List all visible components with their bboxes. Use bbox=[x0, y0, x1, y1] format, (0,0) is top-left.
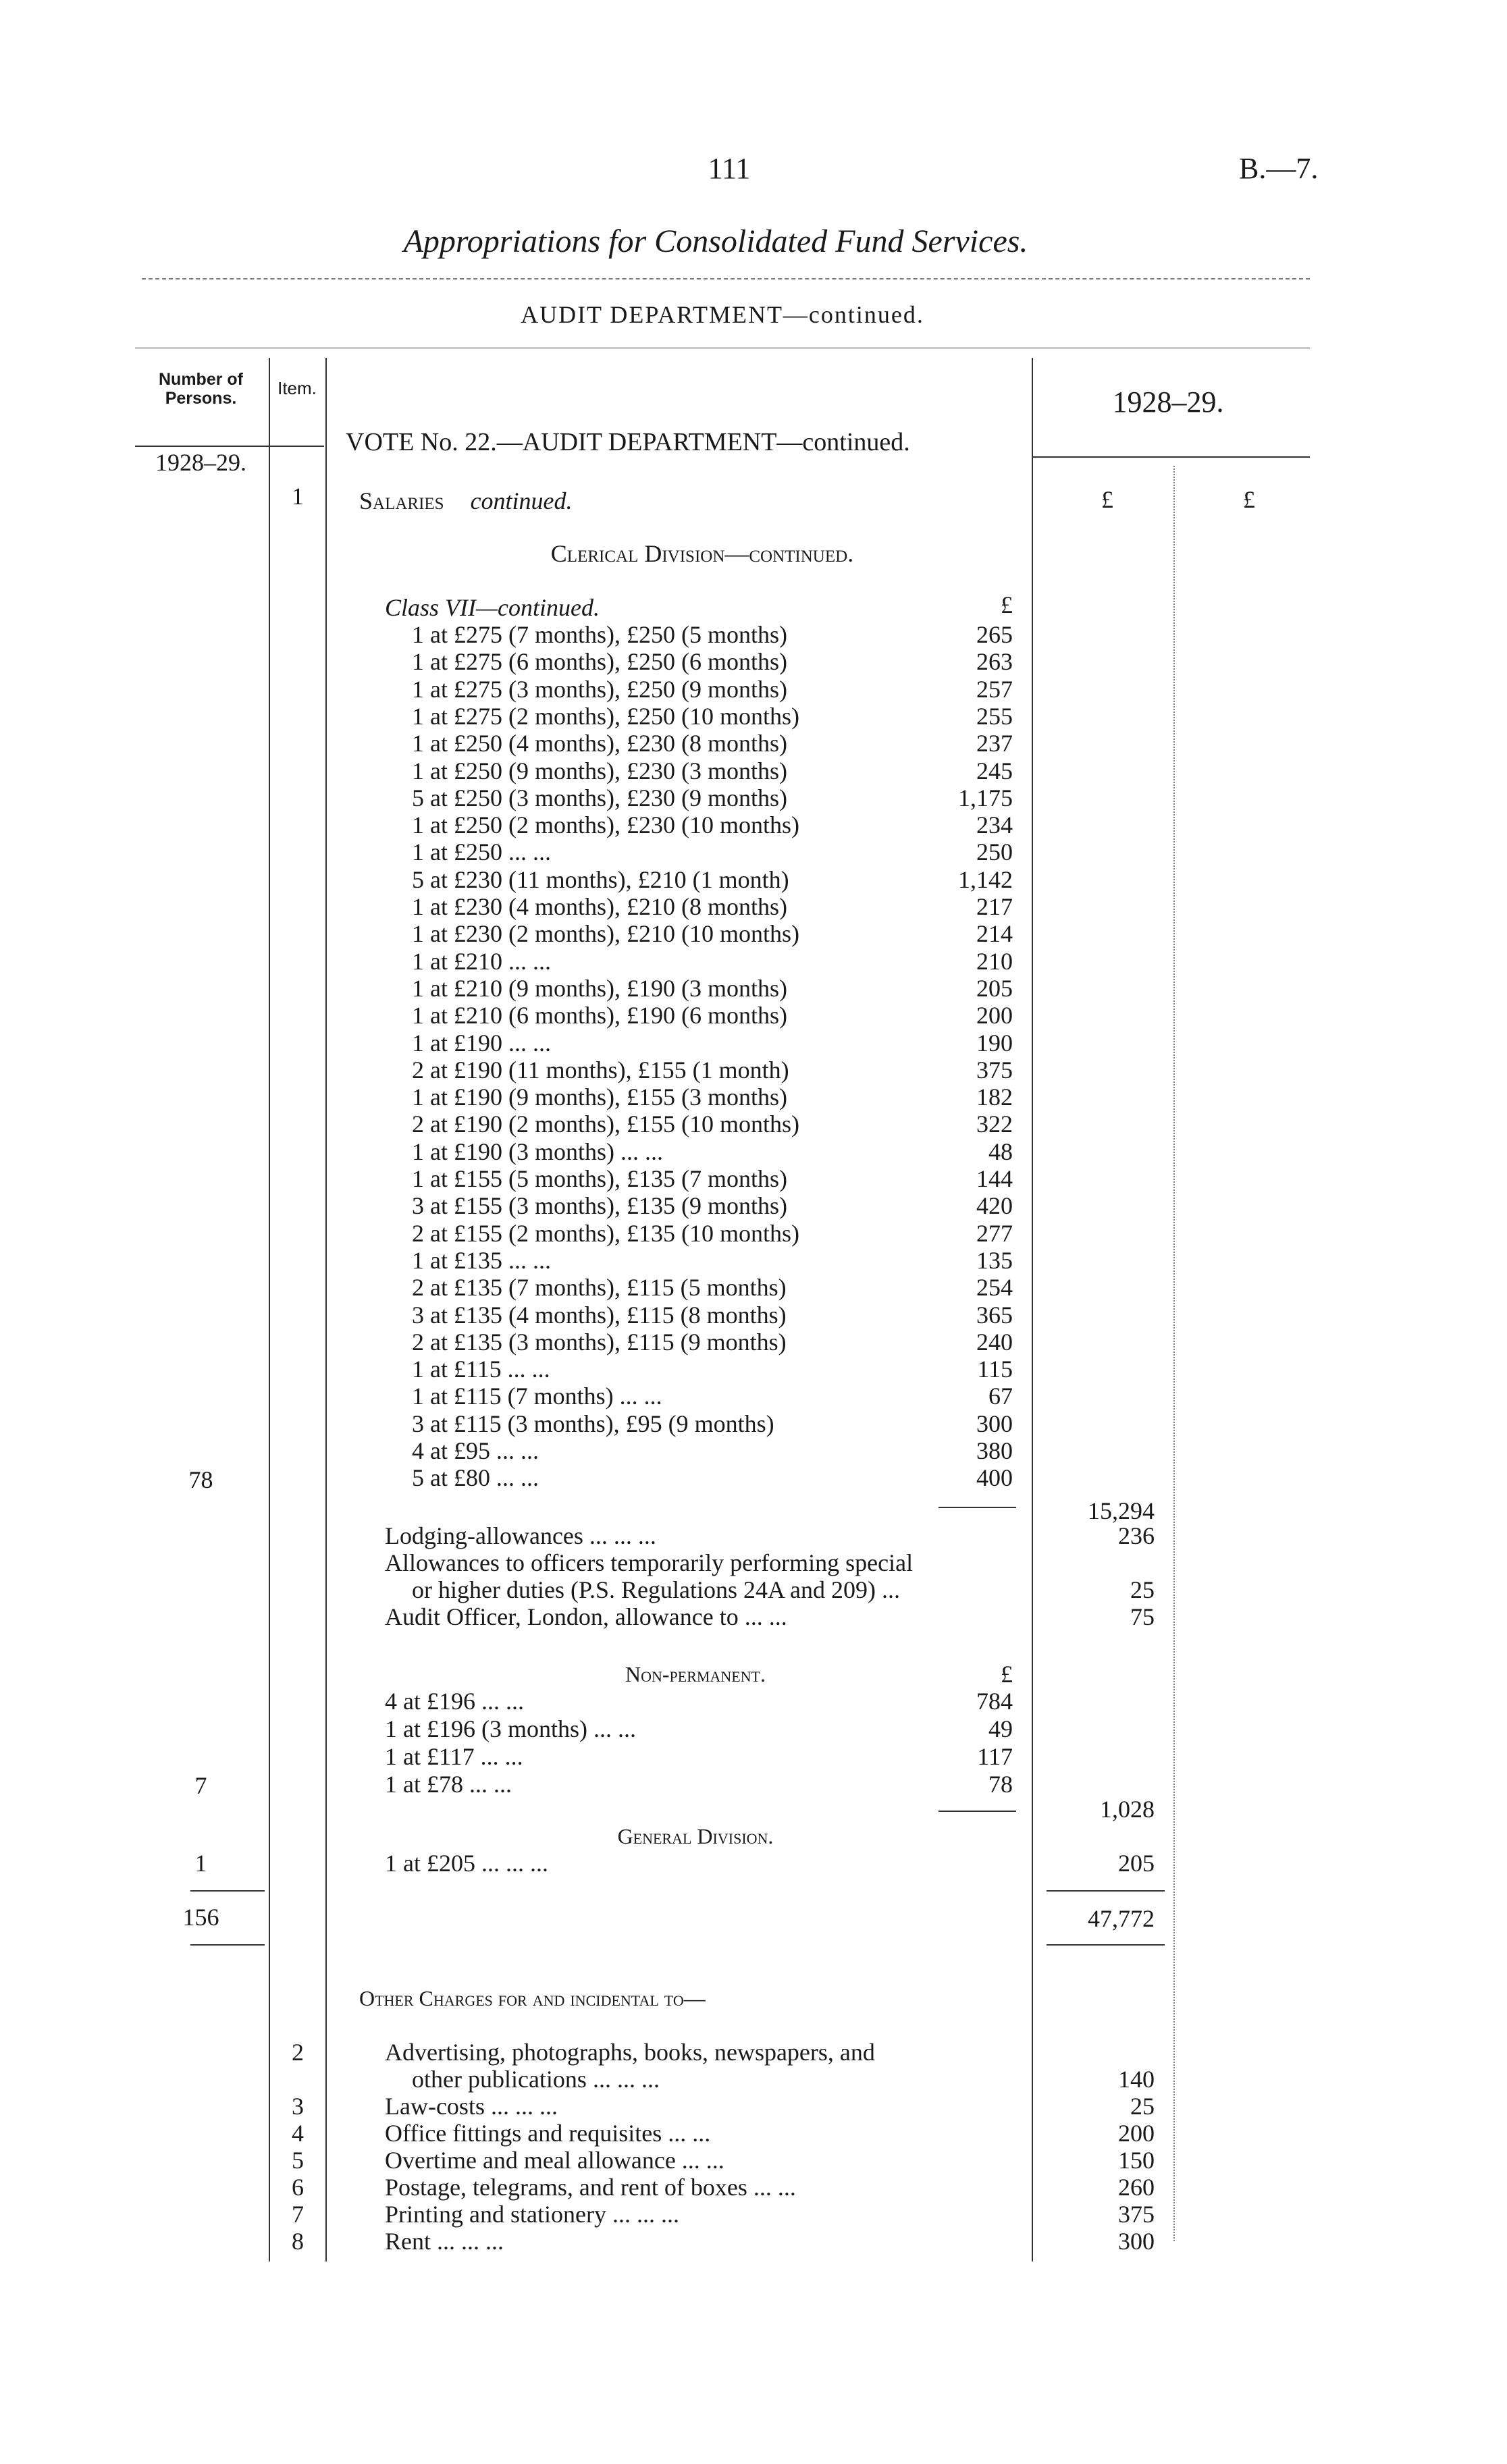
clerical-heading: Clerical Division—continued. bbox=[550, 540, 854, 567]
row-item-number: 7 bbox=[292, 2201, 304, 2228]
row-amount: 190 bbox=[976, 1029, 1013, 1056]
row-amount: 75 bbox=[1130, 1603, 1155, 1630]
row-text: other publications ... ... ... bbox=[412, 2066, 660, 2093]
pound-sign-left: £ bbox=[1101, 486, 1113, 513]
row-amount: 250 bbox=[976, 838, 1013, 866]
row-item-number: 4 bbox=[292, 2120, 304, 2147]
clerical-total: 15,294 bbox=[1088, 1497, 1155, 1524]
general-amount: 205 bbox=[1118, 1850, 1155, 1877]
row-text: 2 at £190 (2 months), £155 (10 months) bbox=[412, 1110, 799, 1138]
row-amount: 420 bbox=[976, 1192, 1013, 1220]
row-text: Office fittings and requisites ... ... bbox=[385, 2120, 711, 2147]
row-amount: 1,175 bbox=[958, 784, 1013, 811]
row-amount: 277 bbox=[976, 1219, 1013, 1247]
row-amount: 375 bbox=[976, 1056, 1013, 1083]
row-item-number: 2 bbox=[292, 2039, 304, 2066]
row-text: 1 at £190 (3 months) ... ... bbox=[412, 1137, 663, 1165]
row-text: 5 at £250 (3 months), £230 (9 months) bbox=[412, 784, 787, 811]
row-text: 1 at £210 (6 months), £190 (6 months) bbox=[412, 1002, 787, 1029]
row-amount: 236 bbox=[1118, 1522, 1155, 1549]
pound-sign-right: £ bbox=[1243, 486, 1255, 513]
row-amount: 257 bbox=[976, 675, 1013, 703]
column-header-item: Item. bbox=[277, 378, 317, 398]
clerical-persons: 78 bbox=[188, 1466, 213, 1493]
row-amount: 140 bbox=[1118, 2066, 1155, 2093]
general-row: 1 at £205 ... ... ... bbox=[385, 1850, 548, 1877]
column-header-year: 1928–29. bbox=[1112, 385, 1224, 419]
row-amount: 150 bbox=[1118, 2147, 1155, 2174]
row-amount: 25 bbox=[1130, 2093, 1155, 2120]
row-text: 4 at £196 ... ... bbox=[385, 1688, 524, 1715]
column-header-persons: Number of Persons. bbox=[159, 370, 243, 408]
page-title: Appropriations for Consolidated Fund Services. bbox=[403, 223, 1028, 259]
row-text: 2 at £135 (3 months), £115 (9 months) bbox=[412, 1328, 787, 1356]
row-text: 1 at £78 ... ... bbox=[385, 1771, 512, 1798]
row-amount: 375 bbox=[1118, 2201, 1155, 2228]
row-text: 1 at £275 (2 months), £250 (10 months) bbox=[412, 702, 799, 730]
row-amount: 255 bbox=[976, 702, 1013, 730]
row-item-number: 3 bbox=[292, 2093, 304, 2120]
row-amount: 245 bbox=[976, 757, 1013, 784]
non-permanent-pound-sign: £ bbox=[1001, 1661, 1013, 1688]
row-text: 1 at £155 (5 months), £135 (7 months) bbox=[412, 1165, 787, 1192]
row-amount: 300 bbox=[1118, 2228, 1155, 2255]
row-amount: 263 bbox=[976, 648, 1013, 676]
row-amount: 200 bbox=[1118, 2120, 1155, 2147]
document-ref: B.—7. bbox=[1239, 152, 1319, 185]
row-item-number: 8 bbox=[292, 2228, 304, 2255]
row-text: 5 at £230 (11 months), £210 (1 month) bbox=[412, 865, 789, 893]
row-text: 1 at £115 ... ... bbox=[412, 1356, 550, 1383]
general-persons: 1 bbox=[194, 1850, 207, 1877]
other-charges-heading: Other Charges for and incidental to— bbox=[359, 1986, 706, 2010]
row-amount: 210 bbox=[976, 947, 1013, 975]
row-text: 1 at £190 (9 months), £155 (3 months) bbox=[412, 1083, 787, 1111]
row-text: 1 at £117 ... ... bbox=[385, 1743, 523, 1770]
non-permanent-total: 1,028 bbox=[1100, 1796, 1155, 1823]
row-text: Audit Officer, London, allowance to ... ... bbox=[385, 1603, 787, 1630]
row-text: 1 at £190 ... ... bbox=[412, 1029, 551, 1056]
page-number: 111 bbox=[708, 152, 751, 185]
row-text: 2 at £155 (2 months), £135 (10 months) bbox=[412, 1219, 799, 1247]
row-text: 1 at £230 (2 months), £210 (10 months) bbox=[412, 920, 799, 948]
row-amount: 400 bbox=[976, 1464, 1013, 1492]
salaries-item: 1 bbox=[292, 483, 304, 510]
row-amount: 380 bbox=[976, 1437, 1013, 1464]
row-text: 1 at £210 ... ... bbox=[412, 947, 551, 975]
row-amount: 117 bbox=[977, 1743, 1013, 1770]
row-text: Overtime and meal allowance ... ... bbox=[385, 2147, 724, 2174]
row-text: 1 at £250 (9 months), £230 (3 months) bbox=[412, 757, 787, 784]
row-amount: 260 bbox=[1118, 2174, 1155, 2201]
row-text: 3 at £135 (4 months), £115 (8 months) bbox=[412, 1301, 787, 1329]
row-amount: 115 bbox=[977, 1356, 1013, 1383]
row-text: 1 at £250 ... ... bbox=[412, 838, 551, 866]
row-text: Law-costs ... ... ... bbox=[385, 2093, 558, 2120]
row-text: 1 at £250 (4 months), £230 (8 months) bbox=[412, 730, 787, 757]
row-amount: 144 bbox=[976, 1165, 1013, 1192]
grand-persons: 156 bbox=[182, 1904, 219, 1931]
row-text: 4 at £95 ... ... bbox=[412, 1437, 539, 1464]
non-permanent-heading: Non-permanent. bbox=[625, 1662, 766, 1686]
row-text: 3 at £115 (3 months), £95 (9 months) bbox=[412, 1410, 774, 1437]
salaries-heading bbox=[359, 487, 573, 514]
row-amount: 240 bbox=[976, 1328, 1013, 1356]
row-amount: 300 bbox=[976, 1410, 1013, 1437]
row-text: 1 at £275 (3 months), £250 (9 months) bbox=[412, 675, 787, 703]
row-amount: 49 bbox=[988, 1715, 1013, 1742]
row-text: 1 at £135 ... ... bbox=[412, 1246, 551, 1274]
row-amount: 237 bbox=[976, 730, 1013, 757]
row-text: Rent ... ... ... bbox=[385, 2228, 504, 2255]
row-text: 1 at £115 (7 months) ... ... bbox=[412, 1383, 662, 1410]
clerical-pound-sign: £ bbox=[1001, 591, 1013, 618]
row-amount: 217 bbox=[976, 893, 1013, 920]
row-text: Lodging-allowances ... ... ... bbox=[385, 1522, 656, 1549]
row-text: 1 at £275 (6 months), £250 (6 months) bbox=[412, 648, 787, 676]
class-line: Class VII—continued. bbox=[385, 594, 600, 621]
row-text: 1 at £250 (2 months), £230 (10 months) bbox=[412, 811, 799, 839]
row-item-number: 5 bbox=[292, 2147, 304, 2174]
row-text: 1 at £275 (7 months), £250 (5 months) bbox=[412, 621, 787, 648]
row-amount: 182 bbox=[976, 1083, 1013, 1111]
row-amount: 48 bbox=[988, 1137, 1013, 1165]
row-text: Postage, telegrams, and rent of boxes ... ... bbox=[385, 2174, 796, 2201]
row-amount: 784 bbox=[976, 1688, 1013, 1715]
row-text: Advertising, photographs, books, newspapers, and bbox=[385, 2039, 875, 2066]
row-text: or higher duties (P.S. Regulations 24A and 209) ... bbox=[412, 1576, 900, 1603]
row-amount: 322 bbox=[976, 1110, 1013, 1138]
row-text: Printing and stationery ... ... ... bbox=[385, 2201, 679, 2228]
row-text: 1 at £210 (9 months), £190 (3 months) bbox=[412, 974, 787, 1002]
grand-total: 47,772 bbox=[1088, 1905, 1155, 1932]
row-amount: 78 bbox=[988, 1771, 1013, 1798]
row-amount: 67 bbox=[988, 1383, 1013, 1410]
row-amount: 254 bbox=[976, 1274, 1013, 1302]
row-amount: 265 bbox=[976, 621, 1013, 648]
row-text: 2 at £135 (7 months), £115 (5 months) bbox=[412, 1274, 787, 1302]
row-amount: 135 bbox=[976, 1246, 1013, 1274]
row-text: 5 at £80 ... ... bbox=[412, 1464, 539, 1492]
non-permanent-persons: 7 bbox=[194, 1772, 207, 1799]
persons-year: 1928–29. bbox=[155, 449, 246, 476]
salaries-label: Salaries bbox=[359, 487, 444, 514]
row-amount: 214 bbox=[976, 920, 1013, 948]
row-text: Allowances to officers temporarily performing special bbox=[385, 1549, 914, 1576]
row-amount: 25 bbox=[1130, 1576, 1155, 1603]
row-text: 3 at £155 (3 months), £135 (9 months) bbox=[412, 1192, 787, 1220]
row-amount: 205 bbox=[976, 974, 1013, 1002]
section-subtitle: AUDIT DEPARTMENT—continued. bbox=[521, 301, 924, 328]
row-text: 1 at £230 (4 months), £210 (8 months) bbox=[412, 893, 787, 920]
row-amount: 200 bbox=[976, 1002, 1013, 1029]
row-amount: 365 bbox=[976, 1301, 1013, 1329]
row-text: 1 at £196 (3 months) ... ... bbox=[385, 1715, 636, 1742]
row-item-number: 6 bbox=[292, 2174, 304, 2201]
general-heading: General Division. bbox=[617, 1824, 774, 1848]
row-amount: 1,142 bbox=[958, 865, 1013, 893]
row-text: 2 at £190 (11 months), £155 (1 month) bbox=[412, 1056, 789, 1083]
row-amount: 234 bbox=[976, 811, 1013, 839]
salaries-continued: continued. bbox=[470, 487, 573, 514]
vote-title: VOTE No. 22.—AUDIT DEPARTMENT—continued. bbox=[346, 428, 910, 456]
